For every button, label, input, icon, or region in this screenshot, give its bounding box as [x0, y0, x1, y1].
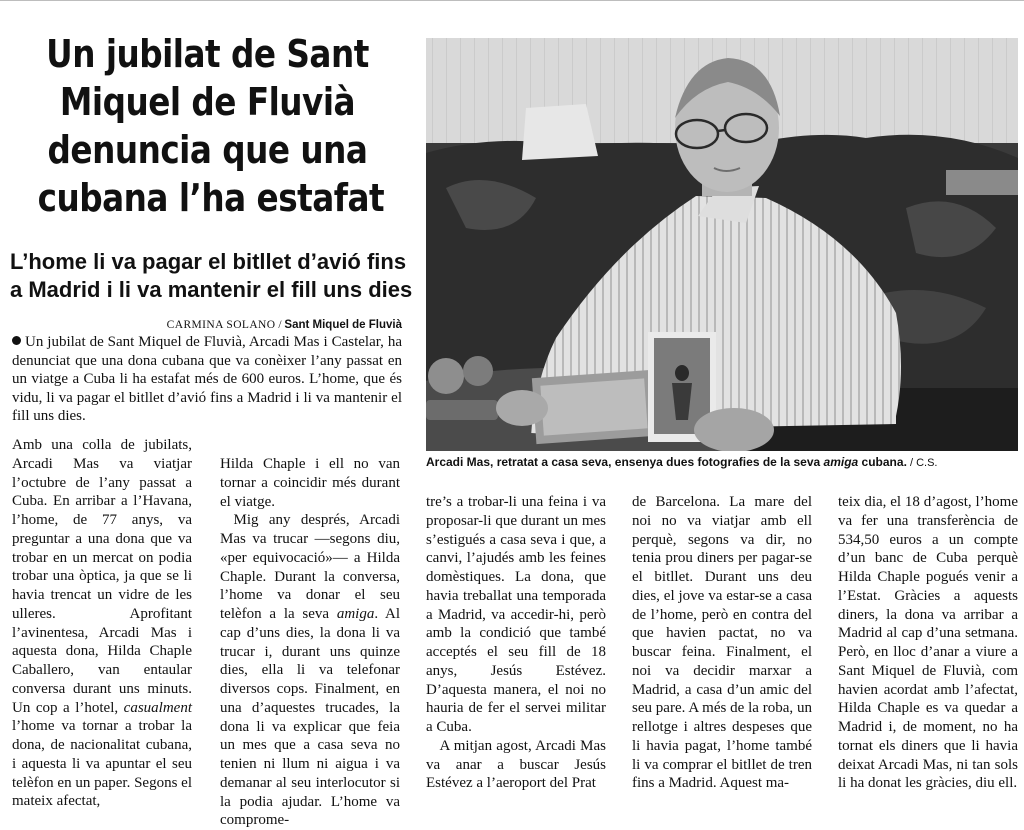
body-emphasis: amiga — [336, 606, 375, 622]
photo-credit: / C.S. — [906, 457, 938, 469]
body-paragraph — [838, 493, 1018, 793]
body-column-2 — [220, 455, 400, 830]
body-column-5 — [838, 493, 1018, 793]
body-column-1 — [12, 436, 192, 811]
byline-author: CARMINA SOLANO — [166, 319, 276, 331]
news-photo — [426, 38, 1018, 451]
byline-separator: / — [275, 319, 285, 331]
body-text: de Barcelona. La mare del noi no va viatjar amb ell perquè, segons va dir, no tenia prou diners per pagar-se el bitllet. Durant uns deu dies, el jove va estar-se a casa de l’home, però en contra del que havien pactat, no va buscar feina. Finalment, el noi va decidir marxar a Madrid, a casa d’un amic del seu pare. A més de la roba, un rellotge i altres despeses que li havia pagat, l’home també li va comprar el bitllet de tren fins a Madrid. Aquest ma- — [632, 494, 812, 792]
caption-text — [426, 455, 907, 469]
body-text: l’home va tornar a trobar la dona, de nacionalitat cubana, i aquesta li va apuntar el seu telèfon en un paper. Segons el mateix afectat, — [12, 718, 192, 810]
body-text: . Al cap d’uns dies, la dona li va trucar i, durant uns quinze dies, ella li va telefonar diversos cops. Finalment, en una d’aquestes trucades, la dona li va explicar que feia un mes que a casa seva no tenien ni llum ni aigua i va demanar al seu interlocutor si la podia ajudar. L’home va comprome- — [220, 606, 400, 829]
body-text: A mitjan agost, Arcadi Mas va anar a buscar Jesús Estévez a l’aeroport del Prat — [426, 737, 606, 792]
body-text: Mig any després, Arcadi Mas va trucar —segons diu, «per equivocació»— a Hilda Chaple. Durant la conversa, l’home va donar el seu telèfon a la seva — [220, 512, 400, 622]
body-text: Amb una colla de jubilats, Arcadi Mas va viatjar l’octubre de l’any passat a Cuba. En arribar a l’Havana, l’home, de 77 anys, va preguntar a una dona que va trobar en un mercat on podia trobar una òptica, ja que se li havia trencat un vidre de les ulleres. Aprofitant l’avinentesa, Arcadi Mas i aquesta dona, Hilda Chaple Caballero, van entaular conversa durant uns minuts. Un cop a l’hotel, — [12, 437, 192, 716]
caption-end: cubana. — [858, 455, 907, 469]
body-paragraph — [632, 493, 812, 793]
caption-main: Arcadi Mas, retratat a casa seva, ensenya dues fotografies de la seva — [426, 455, 824, 469]
subheadline-line: L’home li va pagar el bitllet d’avió fins — [10, 249, 407, 274]
byline — [12, 318, 402, 332]
body-text: teix dia, el 18 d’agost, l’home va fer una transferència de 534,50 euros a un compte d’un banc de Cuba perquè Hilda Chaple pogués venir a l’Estat. Gràcies a aquests diners, la dona va arribar a Madrid al cap d’una setmana. Però, en lloc d’anar a viure a Sant Miquel de Fluvià, com havien acordat amb l’afectat, Hilda Chaple es va quedar a Madrid i, de moment, no ha tornat els diners que li havia deixat Arcadi Mas, ni tan sols li ha donat les gràcies, diu ell. — [838, 494, 1018, 792]
subheadline — [10, 248, 413, 304]
photo-illustration — [426, 38, 1018, 451]
body-paragraph — [12, 436, 192, 811]
body-text: Hilda Chaple i ell no van tornar a coincidir més durant el viatge. — [220, 456, 400, 510]
byline-place: Sant Miquel de Fluvià — [284, 319, 402, 331]
body-paragraph — [426, 737, 606, 793]
headline-line: Miquel de Fluvià — [59, 80, 356, 124]
body-paragraph — [220, 511, 400, 830]
body-column-4 — [632, 493, 812, 793]
photo-caption — [426, 455, 1018, 471]
headline-line: Un jubilat de Sant — [46, 32, 369, 76]
body-paragraph — [220, 455, 400, 511]
headline — [37, 30, 385, 222]
top-rule — [0, 0, 1024, 1]
body-column-3 — [426, 493, 606, 793]
body-text: tre’s a trobar-li una feina i va proposar-li que durant un mes s’estigués a casa seva i que, a canvi, l’ajudés amb les feines domèstiques. La dona, que havia treballat una temporada a Madrid, va accedir-hi, però amb la condició que també acceptés el seu fill de 18 anys, Jesús Estévez. D’aquesta manera, el noi no hauria de fer el servei militar a Cuba. — [426, 494, 606, 735]
body-emphasis: casualment — [123, 699, 192, 716]
caption-emphasis: amiga — [823, 455, 859, 469]
bullet-icon — [12, 336, 21, 345]
headline-line: cubana l’ha estafat — [37, 176, 385, 220]
lead-paragraph — [12, 333, 402, 426]
headline-line: denuncia que una — [47, 128, 368, 172]
subheadline-line: a Madrid i li va mantenir el fill uns dies — [10, 277, 413, 302]
body-paragraph — [426, 493, 606, 737]
lead-text: Un jubilat de Sant Miquel de Fluvià, Arcadi Mas i Castelar, ha denunciat que una dona cubana que va conèixer l’any passat en un viatge a Cuba li ha estafat més de 600 euros. L’home, que és vidu, li va pagar el bitllet d’avió fins a Madrid i li va mantenir el fill uns dies. — [12, 334, 402, 424]
